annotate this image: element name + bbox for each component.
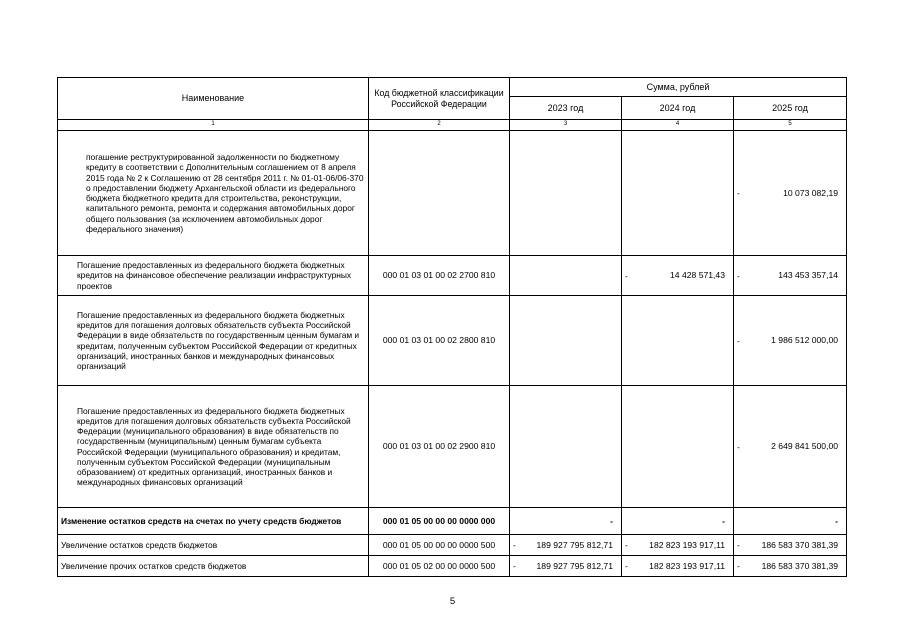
row-name: Увеличение остатков средств бюджетов (58, 535, 369, 556)
amount-2023 (510, 256, 622, 296)
budget-table (57, 77, 847, 577)
row-name: погашение реструктурированной задолженности по бюджетному кредиту в соответствии с Дополнительным соглашением от 8 апреля 2015 года № 2 к Соглашению от 28 сентября 2011 г. № 01-01-06/06-370 о предоставлении бюджету Архангельской области из федерального бюджета бюджетного кредита для строительства, реконструкции, капитального ремонта, ремонта и содержания автомобильных дорог общего пользования (за исключением автомобильных дорог федерального значения) (58, 131, 369, 256)
row-code: 000 01 05 00 00 00 0000 000 (369, 508, 510, 535)
amount-2025: - 1 986 512 000,00 (734, 296, 847, 386)
column-number: 4 (622, 120, 734, 131)
row-code (369, 131, 510, 256)
row-code: 000 01 05 02 00 00 0000 500 (369, 556, 510, 577)
row-code: 000 01 05 00 00 00 0000 500 (369, 535, 510, 556)
minus-sign: - (737, 539, 740, 550)
amount-2024 (622, 296, 734, 386)
row-name: Увеличение прочих остатков средств бюджетов (58, 556, 369, 577)
column-number: 2 (369, 120, 510, 131)
table-row (58, 508, 847, 535)
minus-sign: - (737, 187, 740, 198)
amount-2024: - 182 823 193 917,11 (622, 556, 734, 577)
amount-2025: - 186 583 370 381,39 (734, 535, 847, 556)
row-name: Погашение предоставленных из федерального бюджета бюджетных кредитов на финансовое обеспечение реализации инфраструктурных проектов (58, 256, 369, 296)
header-code: Код бюджетной классификации Российской Федерации (369, 78, 510, 120)
header-year-2025: 2025 год (734, 97, 847, 120)
row-name: Изменение остатков средств на счетах по учету средств бюджетов (58, 508, 369, 535)
minus-sign: - (625, 539, 628, 550)
column-number: 1 (58, 120, 369, 131)
amount-2025: - 10 073 082,19 (734, 131, 847, 256)
minus-sign: - (737, 560, 740, 571)
page-number: 5 (449, 596, 456, 607)
column-number-row (58, 120, 847, 131)
amount-2024: - (622, 508, 734, 535)
amount-2025: - (734, 508, 847, 535)
amount-2024: - 14 428 571,43 (622, 256, 734, 296)
minus-sign: - (625, 270, 628, 281)
minus-sign: - (737, 441, 740, 452)
minus-sign: - (737, 335, 740, 346)
table-row (58, 535, 847, 556)
amount-2023 (510, 131, 622, 256)
row-name: Погашение предоставленных из федерального бюджета бюджетных кредитов для погашения долговых обязательств субъекта Российской Федерации в виде обязательств по государственным ценным бумагам и кредитам, полученным субъектом Российской Федерации от кредитных организаций, иностранных банков и международных финансовых организаций (58, 296, 369, 386)
table-row (58, 386, 847, 508)
amount-2025: - 143 453 357,14 (734, 256, 847, 296)
amount-2023: - (510, 508, 622, 535)
table-row (58, 556, 847, 577)
amount-2024 (622, 131, 734, 256)
minus-sign: - (737, 270, 740, 281)
row-name: Погашение предоставленных из федерального бюджета бюджетных кредитов для погашения долговых обязательств субъекта Российской Федерации (муниципального образования) в виде обязательств по государственным (муниципальным) ценным бумагам субъекта Российской Федерации (муниципального образования) и кредитам, полученным субъектом Российской Федерации (муниципальным образованием) от кредитных организаций, иностранных банков и международных финансовых организаций (58, 386, 369, 508)
table-row (58, 256, 847, 296)
amount-2025: - 186 583 370 381,39 (734, 556, 847, 577)
minus-sign: - (513, 560, 516, 571)
row-code: 000 01 03 01 00 02 2900 810 (369, 386, 510, 508)
header-sum: Сумма, рублей (510, 78, 847, 97)
column-number: 5 (734, 120, 847, 131)
row-code: 000 01 03 01 00 02 2700 810 (369, 256, 510, 296)
row-code: 000 01 03 01 00 02 2800 810 (369, 296, 510, 386)
minus-sign: - (625, 560, 628, 571)
amount-2023 (510, 296, 622, 386)
table-row (58, 131, 847, 256)
amount-2023: - 189 927 795 812,71 (510, 556, 622, 577)
minus-sign: - (513, 539, 516, 550)
amount-2024: - 182 823 193 917,11 (622, 535, 734, 556)
header-name: Наименование (58, 78, 369, 120)
amount-2025: - 2 649 841 500,00 (734, 386, 847, 508)
header-year-2024: 2024 год (622, 97, 734, 120)
header-year-2023: 2023 год (510, 97, 622, 120)
amount-2024 (622, 386, 734, 508)
amount-2023 (510, 386, 622, 508)
column-number: 3 (510, 120, 622, 131)
amount-2023: - 189 927 795 812,71 (510, 535, 622, 556)
table-row (58, 296, 847, 386)
